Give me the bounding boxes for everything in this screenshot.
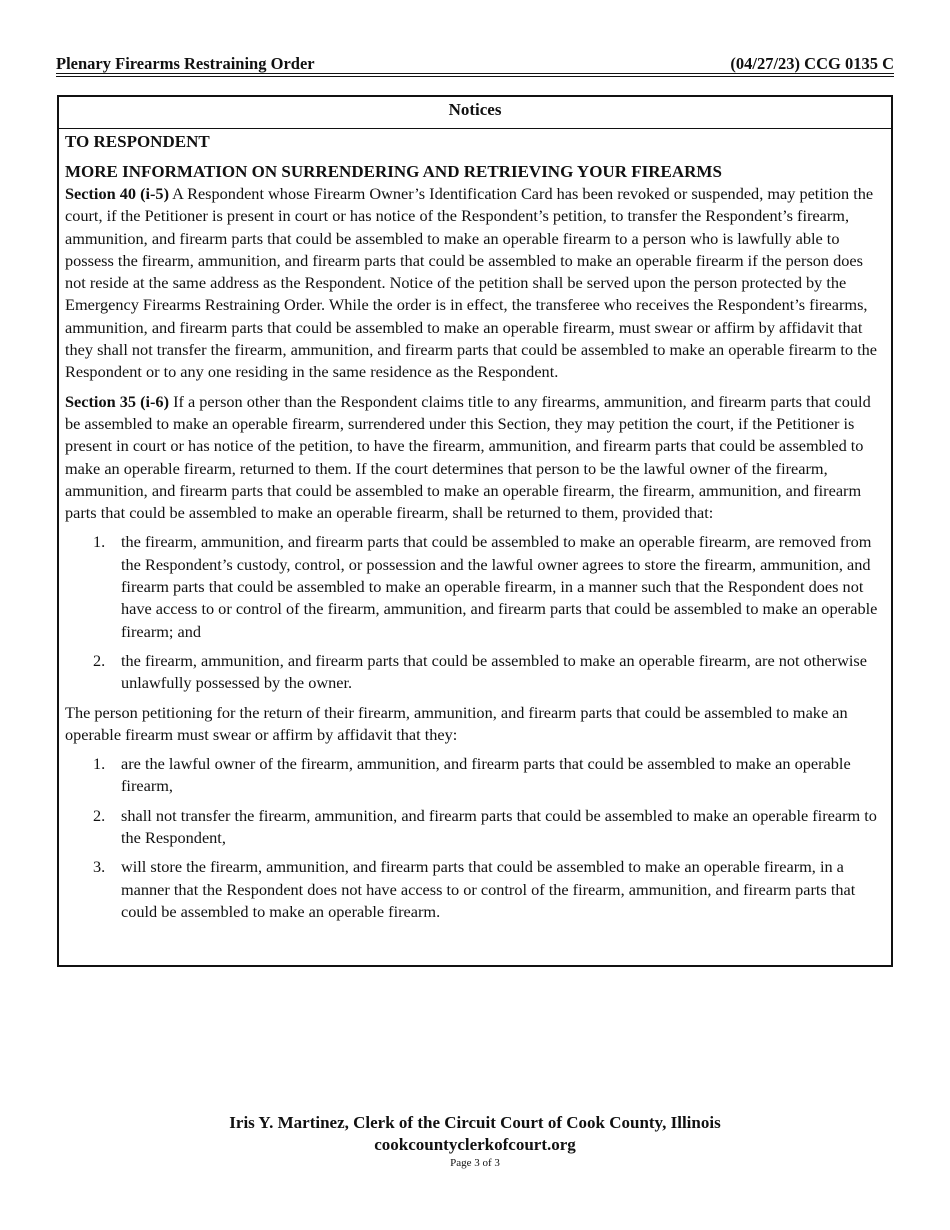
- list-item: [65, 650, 885, 695]
- page-number: Page 3 of 3: [450, 1157, 500, 1169]
- form-title: Plenary Firearms Restraining Order: [56, 54, 315, 73]
- header-rule-bottom: [56, 76, 894, 77]
- affidavit-list: [65, 753, 885, 923]
- section-40-label: Section 40 (i-5): [65, 184, 169, 203]
- form-code: (04/27/23) CCG 0135 C: [730, 54, 894, 73]
- page-footer: [0, 1112, 950, 1170]
- clerk-website: cookcountyclerkofcourt.org: [374, 1135, 576, 1154]
- notices-title: Notices: [59, 97, 891, 129]
- list-number: 3.: [93, 857, 106, 877]
- list-number: 1.: [93, 754, 106, 774]
- list-text: will store the firearm, ammunition, and firearm parts that could be assembled to make an operable firearm, in a manner that the Respondent does not have access to or control of the firearm, ammunition, and firearm parts that could be assembled to make an operable firearm.: [121, 857, 856, 921]
- list-text: the firearm, ammunition, and firearm parts that could be assembled to make an operable firearm, are removed from the Respondent’s custody, control, or possession and the lawful owner agrees to store the firearm, ammunition, and firearm parts that could be assembled to make an operable firearm, in a manner such that the Respondent does not have access to or control of the firearm, ammunition, and firearm parts that could be assembled to make an operable firearm; and: [121, 532, 878, 641]
- page-header: [56, 54, 894, 74]
- clerk-name: Iris Y. Martinez, Clerk of the Circuit Court of Cook County, Illinois: [229, 1113, 721, 1132]
- section-35-label: Section 35 (i-6): [65, 391, 169, 411]
- notices-box: [57, 95, 893, 967]
- provided-list: [65, 531, 885, 694]
- to-respondent-heading: TO RESPONDENT: [65, 132, 210, 151]
- list-text: shall not transfer the firearm, ammunition, and firearm parts that could be assembled to make an operable firearm to the Respondent,: [121, 805, 877, 848]
- list-text: are the lawful owner of the firearm, ammunition, and firearm parts that could be assembled to make an operable firearm,: [121, 754, 851, 796]
- list-number: 2.: [93, 805, 106, 825]
- list-text: the firearm, ammunition, and firearm parts that could be assembled to make an operable firearm, are not otherwise unlawfully possessed by the owner.: [121, 650, 867, 693]
- notices-content: [59, 129, 891, 923]
- list-number: 2.: [93, 650, 106, 670]
- petitioning-paragraph: The person petitioning for the return of their firearm, ammunition, and firearm parts that could be assembled to make an operable firearm must swear or affirm by affidavit that they:: [65, 702, 848, 744]
- section-40-paragraph: [65, 183, 885, 384]
- list-number: 1.: [93, 532, 106, 552]
- list-item: [65, 753, 885, 798]
- list-item: [65, 805, 885, 850]
- list-item: [65, 531, 885, 642]
- list-item: [65, 856, 885, 923]
- more-info-heading: MORE INFORMATION ON SURRENDERING AND RETRIEVING YOUR FIREARMS: [65, 162, 722, 181]
- section-35-paragraph: [65, 391, 885, 525]
- section-40-text: A Respondent whose Firearm Owner’s Identification Card has been revoked or suspended, may petition the court, if the Petitioner is present in court or has notice of the Respondent’s petition, to transfer the Respondent’s firearm, ammunition, and firearm parts that could be assembled to make an operable firearm to a person who is lawfully able to possess the firearm, ammunition, and firearm parts that could be assembled to make an operable firearm if the person does not reside at the same address as the Respondent. Notice of the petition shall be served upon the person protected by the Emergency Firearms Restraining Order. While the order is in effect, the transferee who receives the Respondent’s firearms, ammunition, and firearm parts that could be assembled to make an operable firearm, must swear or affirm by affidavit that they shall not transfer the firearm, ammunition, and firearm parts that could be assembled to make an operable firearm to the Respondent or to any one residing in the same residence as the Respondent.: [65, 184, 877, 382]
- header-rule-top: [56, 73, 894, 74]
- section-35-text: If a person other than the Respondent claims title to any firearms, ammunition, and firearm parts that could be assembled to make an operable firearm, surrendered under this Section, they may petition the court, if the Petitioner is present in court or has notice of the petition, to have the firearm, ammunition, and firearm parts that could be assembled to make an operable firearm, returned to them. If the court determines that person to be the lawful owner of the firearm, ammunition, and firearm parts that could be assembled to make an operable firearm, the firearm, ammunition, and firearm parts that could be assembled to make an operable firearm, shall be returned to them, provided that:: [65, 391, 871, 523]
